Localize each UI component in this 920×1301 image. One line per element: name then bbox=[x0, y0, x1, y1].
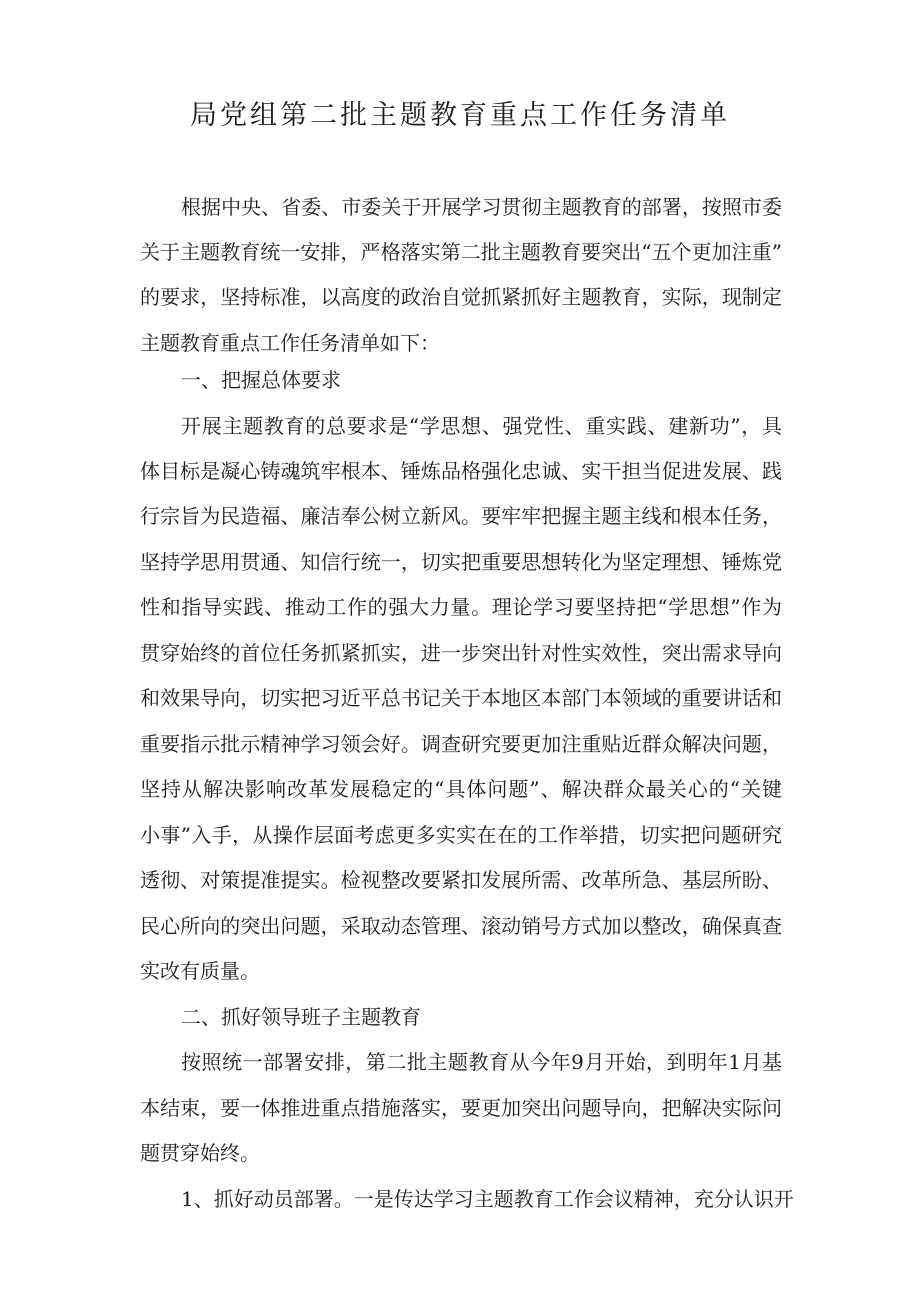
paragraph-line: 本结束，要一体推进重点措施落实，要更加突出问题导向，把解决实际问 bbox=[140, 1096, 782, 1120]
paragraph-line: 行宗旨为民造福、廉洁奉公树立新风。要牢牢把握主题主线和根本任务， bbox=[140, 504, 782, 528]
document-title: 局党组第二批主题教育重点工作任务清单 bbox=[190, 100, 730, 131]
paragraph-line: 题贯穿始终。 bbox=[140, 1141, 260, 1165]
paragraph-line: 关于主题教育统一安排，严格落实第二批主题教育要突出“五个更加注重” bbox=[140, 240, 782, 264]
paragraph-line: 根据中央、省委、市委关于开展学习贯彻主题教育的部署，按照市委 bbox=[181, 195, 782, 219]
paragraph-line: 按照统一部署安排，第二批主题教育从今年9月开始，到明年1月基 bbox=[181, 1050, 782, 1074]
paragraph-line: 民心所向的突出问题，采取动态管理、滚动销号方式加以整改，确保真查 bbox=[140, 914, 782, 938]
paragraph-line: 实改有质量。 bbox=[140, 959, 260, 983]
paragraph-line: 体目标是凝心铸魂筑牢根本、锤炼品格强化忠诚、实干担当促进发展、践 bbox=[140, 459, 782, 483]
paragraph-line: 性和指导实践、推动工作的强大力量。理论学习要坚持把“学思想”作为 bbox=[140, 595, 782, 619]
paragraph-line: 贯穿始终的首位任务抓紧抓实，进一步突出针对性实效性，突出需求导向 bbox=[140, 641, 782, 665]
paragraph-line: 的要求，坚持标准，以高度的政治自觉抓紧抓好主题教育，实际，现制定 bbox=[140, 285, 782, 309]
paragraph-line: 坚持从解决影响改革发展稳定的“具体问题”、解决群众最关心的“关键 bbox=[140, 777, 782, 801]
section-heading-2: 二、抓好领导班子主题教育 bbox=[181, 1005, 421, 1029]
paragraph-line: 坚持学思用贯通、知信行统一，切实把重要思想转化为坚定理想、锤炼党 bbox=[140, 550, 782, 574]
paragraph-line: 小事”入手，从操作层面考虑更多实实在在的工作举措，切实把问题研究 bbox=[140, 823, 782, 847]
section-heading-1: 一、把握总体要求 bbox=[181, 368, 341, 392]
paragraph-line: 主题教育重点工作任务清单如下： bbox=[140, 331, 440, 355]
paragraph-line: 重要指示批示精神学习领会好。调查研究要更加注重贴近群众解决问题， bbox=[140, 732, 782, 756]
paragraph-line: 透彻、对策提准提实。检视整改要紧扣发展所需、改革所急、基层所盼、 bbox=[140, 868, 782, 892]
paragraph-line: 1、抓好动员部署。一是传达学习主题教育工作会议精神，充分认识开 bbox=[181, 1187, 794, 1211]
paragraph-line: 和效果导向，切实把习近平总书记关于本地区本部门本领域的重要讲话和 bbox=[140, 686, 782, 710]
paragraph-line: 开展主题教育的总要求是“学思想、强党性、重实践、建新功”，具 bbox=[181, 414, 782, 438]
